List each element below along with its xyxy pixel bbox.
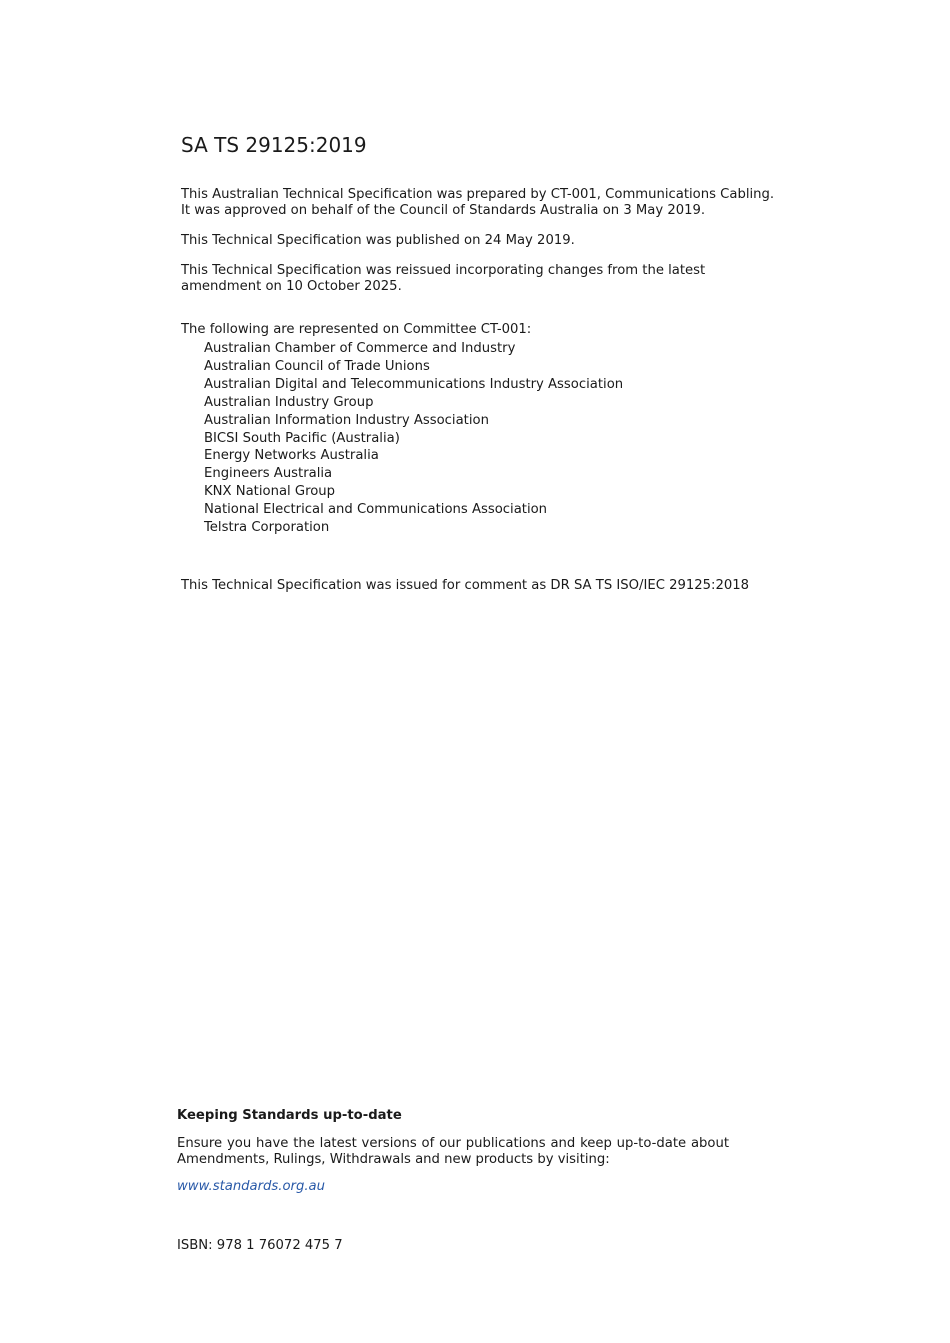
committee-member: Australian Council of Trade Unions [204,358,430,374]
committee-member: Telstra Corporation [204,520,330,536]
committee-member: Energy Networks Australia [204,448,379,464]
isbn: ISBN: 978 1 76072 475 7 [177,1238,343,1253]
committee-member: National Electrical and Communications Association [204,502,548,518]
committee-member: Engineers Australia [204,466,333,482]
keeping-standards-body: Ensure you have the latest versions of our publications and keep up-to-date about Amendments, Rulings, Withdrawals and new products by visiting: [177,1136,729,1167]
preparation-paragraph: This Australian Technical Specification was prepared by CT-001, Communications Cabling. It was approved on behalf of the Council of Standards Australia on 3 May 2019. [181,187,775,218]
committee-member: Australian Information Industry Association [204,412,489,428]
comment-note: This Technical Specification was issued for comment as DR SA TS ISO/IEC 29125:2018 [181,578,750,593]
committee-member: KNX National Group [204,484,336,500]
publication-paragraph: This Technical Specification was published on 24 May 2019. [181,233,575,248]
committee-member: Australian Chamber of Commerce and Industry [204,341,516,356]
committee-intro: The following are represented on Committee CT-001: [181,322,532,337]
keeping-standards-heading: Keeping Standards up-to-date [177,1108,402,1123]
committee-member: BICSI South Pacific (Australia) [204,430,400,446]
reissue-paragraph: This Technical Specification was reissued incorporating changes from the latest amendment on 10 October 2025. [181,263,706,294]
committee-member-list [204,340,623,537]
document-title: SA TS 29125:2019 [181,133,367,157]
standards-website-link[interactable]: www.standards.org.au [177,1179,325,1194]
committee-member: Australian Industry Group [204,394,374,410]
committee-member: Australian Digital and Telecommunications Industry Association [204,376,624,392]
